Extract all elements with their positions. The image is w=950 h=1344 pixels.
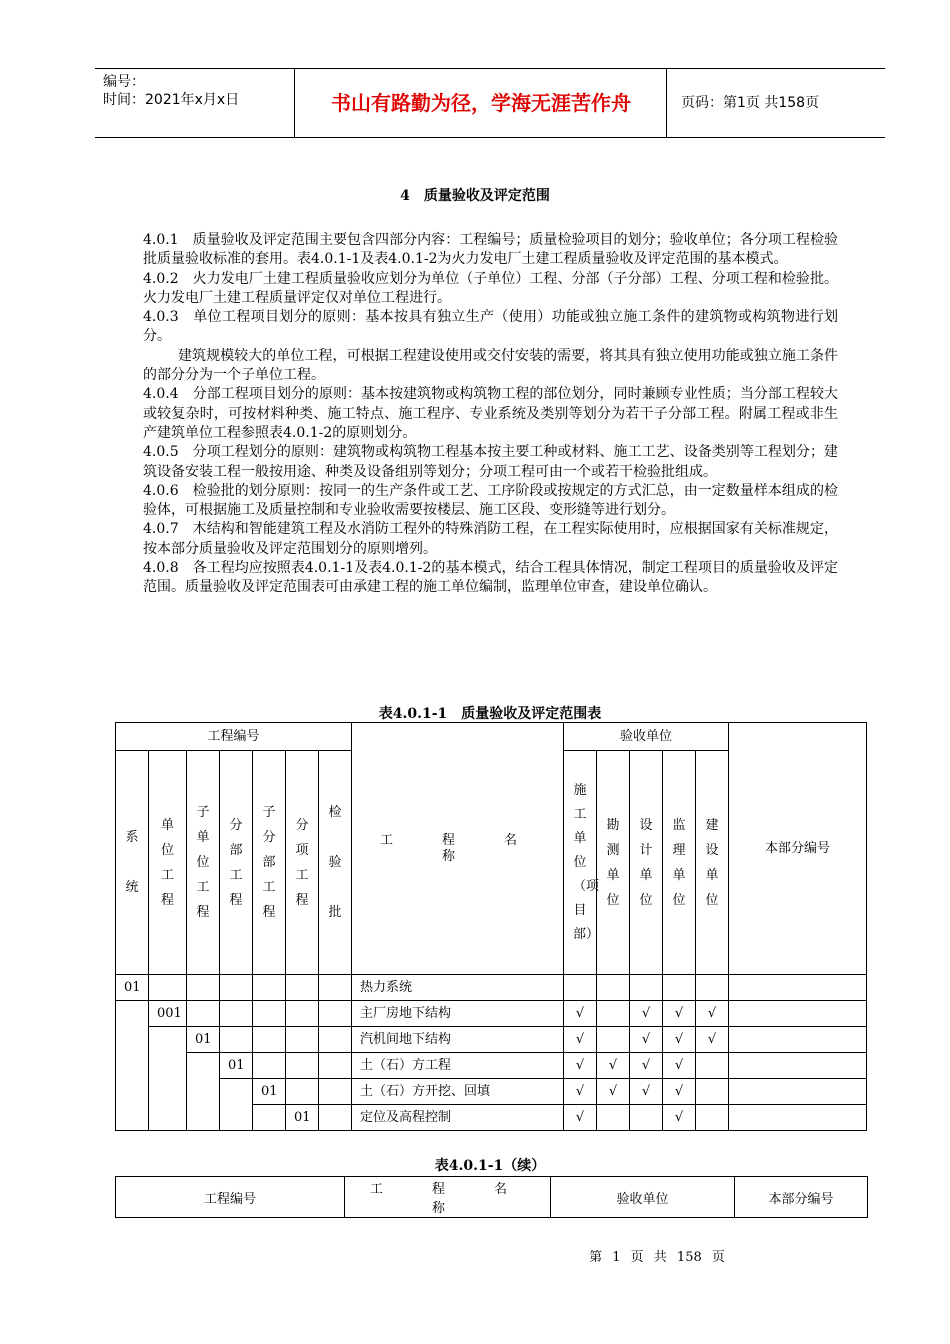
table2-caption: 表4.0.1-1（续）: [434, 1158, 546, 1174]
code-cell: 01: [116, 975, 149, 1001]
name-cell: 定位及高程控制: [352, 1105, 564, 1131]
name-cell: 主厂房地下结构: [352, 1001, 564, 1027]
name-cell: 土（石）方工程: [352, 1053, 564, 1079]
t2-col-name: 工 程 名 称: [345, 1177, 551, 1218]
col-header-supervision: 监理单位: [663, 751, 696, 975]
group-code-header: 工程编号: [116, 723, 352, 751]
col-header-item: 分项工程: [286, 751, 319, 975]
col-header-unit: 单位工程: [149, 751, 187, 975]
table1-caption: 表4.0.1-1 质量验收及评定范围表: [378, 706, 602, 722]
code-cell: 001: [149, 1001, 187, 1027]
paragraph: 4.0.2 火力发电厂土建工程质量验收应划分为单位（子单位）工程、分部（子分部）工程、分项工程和检验批。火力发电厂土建工程质量评定仅对单位工程进行。: [143, 270, 838, 306]
page-footer: 第 1 页 共 158 页: [589, 1250, 725, 1265]
table-row: 01 定位及高程控制 √ √: [116, 1105, 867, 1131]
name-cell: 热力系统: [352, 975, 564, 1001]
header-motto: 书山有路勤为径，学海无涯苦作舟: [296, 69, 667, 137]
paragraph: 4.0.5 分项工程划分的原则：建筑物或构筑物工程基本按主要工种或材料、施工工艺、设备类别等工程划分；建筑设备安装工程一般按用途、种类及设备组别等划分；分项工程可由一个或若干检验批组成。: [143, 444, 838, 480]
col-header-survey: 勘测单位: [597, 751, 630, 975]
paragraph: 建筑规模较大的单位工程，可根据工程建设使用或交付安装的需要，将其具有独立使用功能或独立施工条件的部分分为一个子单位工程。: [143, 347, 838, 384]
paragraph: 4.0.7 木结构和智能建筑工程及水消防工程外的特殊消防工程，在工程实际使用时，应根据国家有关标准规定，按本部分质量验收及评定范围划分的原则增列。: [143, 521, 838, 557]
col-header-division: 分部工程: [220, 751, 253, 975]
group-accept-header: 验收单位: [564, 723, 729, 751]
header-page-label: 页码：第1页 共158页: [681, 95, 820, 111]
col-header-design: 设计单位: [630, 751, 663, 975]
paragraph: 4.0.1 质量验收及评定范围主要包含四部分内容：工程编号；质量检验项目的划分；验收单位；各分项工程检验批质量验收标准的套用。表4.0.1-1及表4.0.1-2为火力发电厂土建工程质量验收及评定范围的基本模式。: [143, 232, 838, 268]
t2-col-accept: 验收单位: [551, 1177, 735, 1218]
col-header-batch: 检验批: [319, 751, 352, 975]
paragraph: 4.0.4 分部工程项目划分的原则：基本按建筑物或构筑物工程的部位划分，同时兼顾专业性质；当分部工程较大或较复杂时，可按材料种类、施工特点、施工程序、专业系统及类别等划分为若干子分部工程。附属工程或非生产建筑单位工程参照表4.0.1-2的原则划分。: [143, 386, 838, 441]
name-cell: 土（石）方开挖、回填: [352, 1079, 564, 1105]
table-row: 01 土（石）方工程 √ √ √ √: [116, 1053, 867, 1079]
col-header-subunit: 子单位工程: [187, 751, 220, 975]
col-header-construction: 施工单位（项目部）: [564, 751, 597, 975]
table-row: 001 主厂房地下结构 √ √ √ √: [116, 1001, 867, 1027]
col-part-header: 本部分编号: [729, 723, 867, 975]
paragraph: 4.0.3 单位工程项目划分的原则：基本按具有独立生产（使用）功能或独立施工条件的建筑物或构筑物进行划分。: [143, 309, 838, 345]
range-table: [115, 722, 867, 1131]
col-name-header: 工 程 名 称: [352, 723, 564, 975]
col-header-subdivision: 子分部工程: [253, 751, 286, 975]
t2-col-part: 本部分编号: [735, 1177, 868, 1218]
code-cell: 01: [220, 1053, 253, 1079]
body-text: [143, 231, 838, 598]
number-label: 编号：: [103, 74, 145, 90]
table-row: 01 土（石）方开挖、回填 √ √ √ √: [116, 1079, 867, 1105]
time-label: 时间：2021年x月x日: [103, 92, 240, 108]
code-cell: 01: [187, 1027, 220, 1053]
t2-col-code: 工程编号: [116, 1177, 345, 1218]
col-header-system: 系统: [116, 751, 149, 975]
section-title: 4 质量验收及评定范围: [400, 188, 550, 204]
code-cell: 01: [286, 1105, 319, 1131]
range-table-continued: [115, 1176, 868, 1218]
page-header: [95, 68, 885, 138]
code-cell: 01: [253, 1079, 286, 1105]
table-row: 01 汽机间地下结构 √ √ √ √: [116, 1027, 867, 1053]
paragraph: 4.0.6 检验批的划分原则：按同一的生产条件或工艺、工序阶段或按规定的方式汇总，由一定数量样本组成的检验体，可根据施工及质量控制和专业验收需要按楼层、施工区段、变形缝等进行划分。: [143, 482, 838, 519]
header-meta: [95, 69, 295, 137]
col-header-owner: 建设单位: [696, 751, 729, 975]
table-row: [116, 975, 867, 1001]
paragraph: 4.0.8 各工程均应按照表4.0.1-1及表4.0.1-2的基本模式，结合工程具体情况，制定工程项目的质量验收及评定范围。质量验收及评定范围表可由承建工程的施工单位编制，监理单位审查，建设单位确认。: [143, 560, 838, 596]
name-cell: 汽机间地下结构: [352, 1027, 564, 1053]
